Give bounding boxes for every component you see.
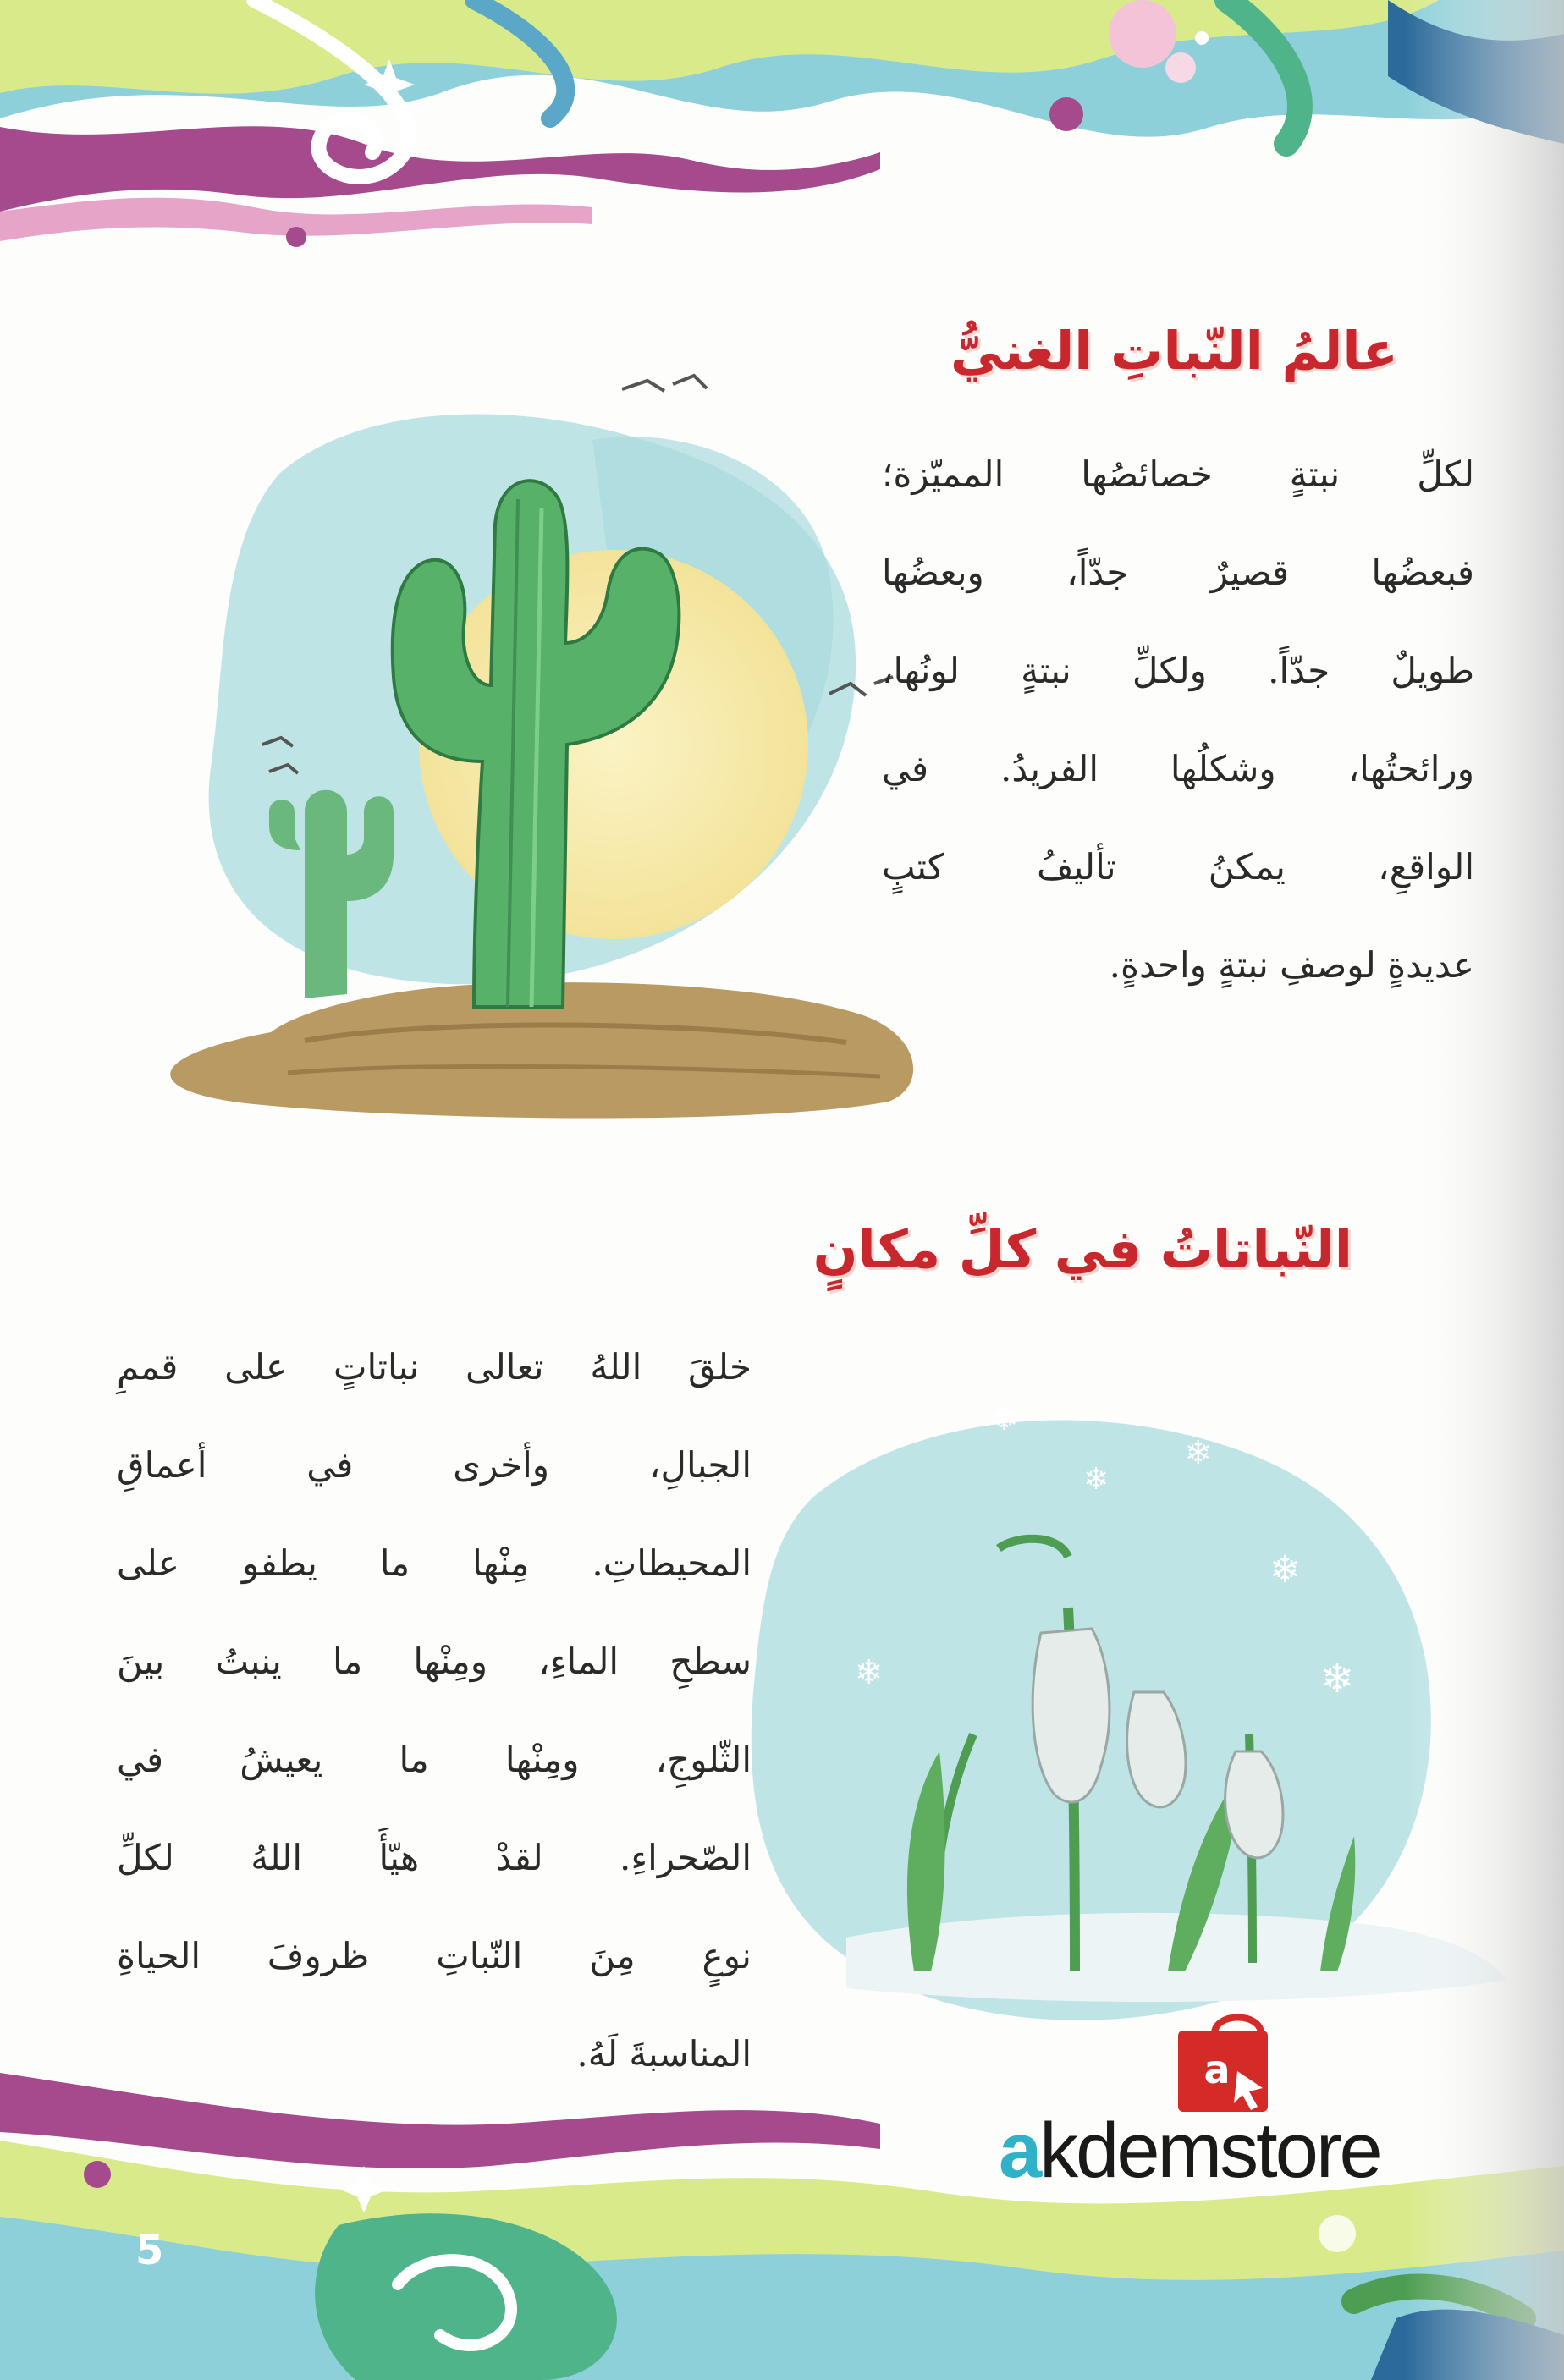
svg-text:❄: ❄ <box>1083 1462 1110 1497</box>
page-number: 5 <box>135 2227 164 2274</box>
svg-text:❄: ❄ <box>1185 1434 1212 1471</box>
section-paragraph-1 <box>882 426 1474 1014</box>
svg-text:❄: ❄ <box>990 1399 1019 1438</box>
paragraph-line: سطحِ الماءِ، ومِنْها ما ينبتُ بينَ <box>117 1641 752 1682</box>
cactus-illustration <box>170 376 913 1119</box>
svg-text:❄: ❄ <box>1320 1655 1355 1702</box>
shopping-bag-icon <box>1178 2018 1268 2113</box>
paragraph-line: نوعٍ مِنَ النّباتِ ظروفَ الحياةِ <box>117 1935 752 1976</box>
brand-accent-letter: a <box>999 2108 1040 2194</box>
top-swirl-band <box>0 0 1564 247</box>
svg-text:❄: ❄ <box>855 1653 884 1692</box>
paragraph-line: الجبالِ، وأخرى في أعماقِ <box>117 1444 752 1486</box>
paragraph-line: عديدةٍ لوصفِ نبتةٍ واحدةٍ. <box>1109 944 1474 986</box>
section-heading-plants-everywhere: النّباتاتُ في كلِّ مكانٍ <box>812 1218 1352 1280</box>
paragraph-line: ورائحتُها، وشكلُها الفريدُ. في <box>882 748 1474 789</box>
paragraph-line: فبعضُها قصيرٌ جدّاً، وبعضُها <box>882 552 1474 593</box>
paragraph-line: المناسبةَ لَهُ. <box>576 2033 752 2075</box>
svg-text:a: a <box>1203 2047 1231 2092</box>
snowdrop-illustration <box>752 1399 1506 2020</box>
paragraph-line: الصّحراءِ. لقدْ هيّأَ اللهُ لكلِّ <box>117 1837 752 1878</box>
brand-rest: kdemstore <box>1039 2108 1380 2194</box>
paragraph-line: طويلٌ جدّاً. ولكلِّ نبتةٍ لونُها، <box>882 650 1474 691</box>
paragraph-line: الثّلوجِ، ومِنْها ما يعيشُ في <box>117 1739 752 1780</box>
binding-shadow <box>1405 0 1564 2380</box>
brand-logo-text <box>999 2107 1380 2196</box>
paragraph-line: المحيطاتِ. مِنْها ما يطفو على <box>117 1542 752 1584</box>
section-paragraph-2 <box>117 1318 752 2103</box>
paragraph-line: خلقَ اللهُ تعالى نباتاتٍ على قممِ <box>117 1346 752 1388</box>
paragraph-line: الواقعِ، يمكنُ تأليفُ كتبٍ <box>882 846 1474 888</box>
section-heading-rich-plant-world: عالمُ النّباتِ الغنيُّ <box>950 320 1398 382</box>
paragraph-line: لكلِّ نبتةٍ خصائصُها المميّزة؛ <box>882 453 1474 495</box>
svg-text:❄: ❄ <box>1269 1548 1301 1591</box>
